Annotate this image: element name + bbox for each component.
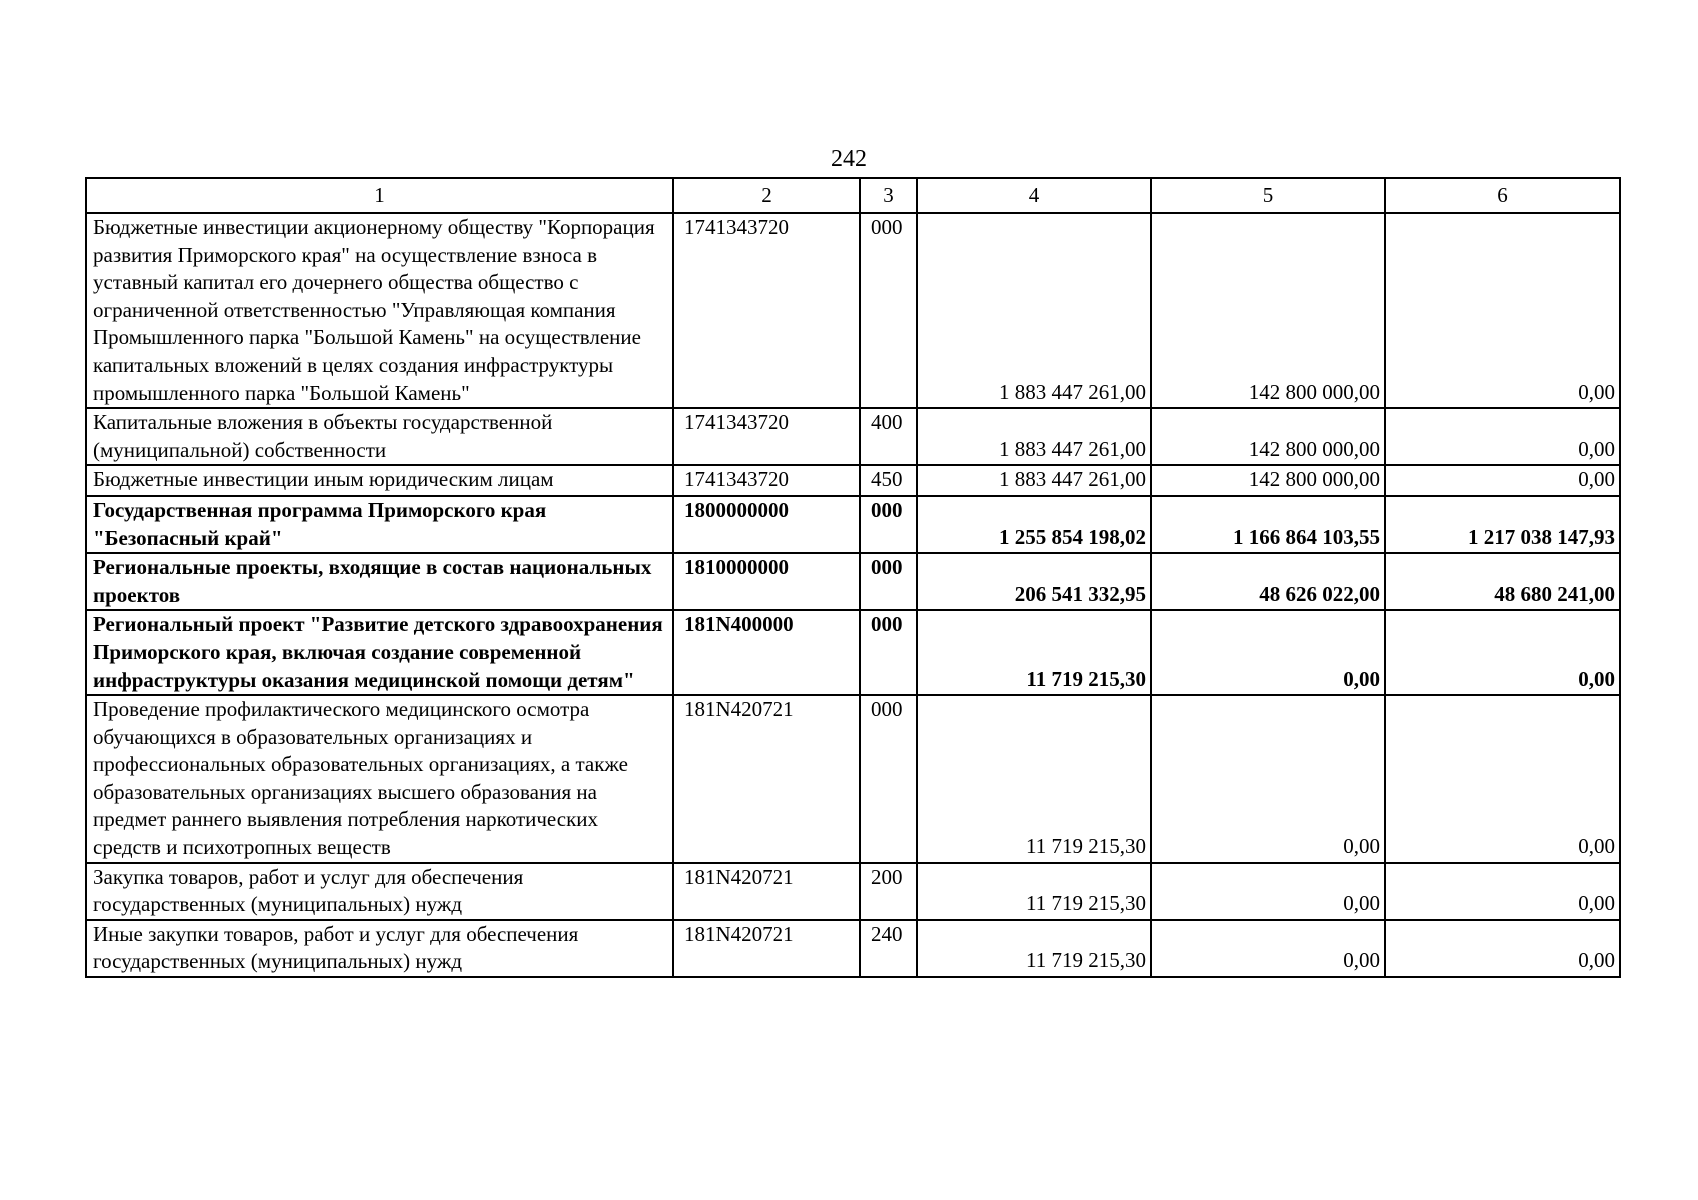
header-cell: 2	[673, 178, 860, 213]
row-target-code-cell: 181N420721	[673, 863, 860, 920]
row-target-code-cell: 1741343720	[673, 213, 860, 408]
table-row	[86, 553, 1620, 610]
row-name-cell: Иные закупки товаров, работ и услуг для обеспечения государственных (муниципальных) нужд	[86, 920, 673, 977]
row-amount-col4-cell: 1 883 447 261,00	[917, 465, 1151, 496]
row-amount-col4-cell: 11 719 215,30	[917, 695, 1151, 863]
row-amount-col5-cell: 0,00	[1151, 610, 1385, 695]
row-amount-col4-cell: 206 541 332,95	[917, 553, 1151, 610]
row-target-code-cell: 1741343720	[673, 465, 860, 496]
table-row	[86, 610, 1620, 695]
header-cell: 4	[917, 178, 1151, 213]
row-amount-col4-cell: 1 255 854 198,02	[917, 496, 1151, 553]
row-expense-type-cell: 400	[860, 408, 917, 465]
row-amount-col6-cell: 0,00	[1385, 920, 1620, 977]
row-expense-type-cell: 450	[860, 465, 917, 496]
page-number: 242	[831, 146, 867, 172]
header-cell: 5	[1151, 178, 1385, 213]
row-amount-col5-cell: 142 800 000,00	[1151, 465, 1385, 496]
table-row	[86, 408, 1620, 465]
header-row	[86, 178, 1620, 213]
row-expense-type-cell: 000	[860, 553, 917, 610]
row-amount-col5-cell: 0,00	[1151, 920, 1385, 977]
row-target-code-cell: 1810000000	[673, 553, 860, 610]
row-amount-col6-cell: 0,00	[1385, 465, 1620, 496]
row-amount-col4-cell: 11 719 215,30	[917, 920, 1151, 977]
row-amount-col5-cell: 142 800 000,00	[1151, 213, 1385, 408]
row-expense-type-cell: 000	[860, 695, 917, 863]
row-amount-col6-cell: 0,00	[1385, 408, 1620, 465]
header-cell: 6	[1385, 178, 1620, 213]
row-name-cell: Капитальные вложения в объекты государственной (муниципальной) собственности	[86, 408, 673, 465]
row-amount-col5-cell: 0,00	[1151, 863, 1385, 920]
table-row	[86, 465, 1620, 496]
row-amount-col4-cell: 1 883 447 261,00	[917, 213, 1151, 408]
row-amount-col5-cell: 142 800 000,00	[1151, 408, 1385, 465]
row-amount-col4-cell: 11 719 215,30	[917, 610, 1151, 695]
row-amount-col6-cell: 0,00	[1385, 695, 1620, 863]
row-target-code-cell: 1741343720	[673, 408, 860, 465]
row-name-cell: Региональные проекты, входящие в состав национальных проектов	[86, 553, 673, 610]
row-expense-type-cell: 000	[860, 496, 917, 553]
row-target-code-cell: 181N400000	[673, 610, 860, 695]
table-row	[86, 920, 1620, 977]
row-target-code-cell: 181N420721	[673, 920, 860, 977]
row-name-cell: Проведение профилактического медицинского осмотра обучающихся в образовательных организациях и профессиональных образовательных организациях, а также образовательных организациях высшего образования на предмет раннего выявления потребления наркотических средств и психотропных веществ	[86, 695, 673, 863]
row-name-cell: Региональный проект "Развитие детского здравоохранения Приморского края, включая создание современной инфраструктуры оказания медицинской помощи детям"	[86, 610, 673, 695]
row-amount-col5-cell: 48 626 022,00	[1151, 553, 1385, 610]
row-amount-col5-cell: 1 166 864 103,55	[1151, 496, 1385, 553]
row-name-cell: Закупка товаров, работ и услуг для обеспечения государственных (муниципальных) нужд	[86, 863, 673, 920]
row-expense-type-cell: 000	[860, 610, 917, 695]
row-name-cell: Государственная программа Приморского края "Безопасный край"	[86, 496, 673, 553]
header-cell: 1	[86, 178, 673, 213]
table-row	[86, 496, 1620, 553]
row-amount-col4-cell: 1 883 447 261,00	[917, 408, 1151, 465]
row-amount-col6-cell: 1 217 038 147,93	[1385, 496, 1620, 553]
table-row	[86, 863, 1620, 920]
row-expense-type-cell: 200	[860, 863, 917, 920]
row-amount-col4-cell: 11 719 215,30	[917, 863, 1151, 920]
row-expense-type-cell: 240	[860, 920, 917, 977]
row-name-cell: Бюджетные инвестиции иным юридическим лицам	[86, 465, 673, 496]
row-amount-col6-cell: 0,00	[1385, 863, 1620, 920]
row-amount-col6-cell: 0,00	[1385, 610, 1620, 695]
row-expense-type-cell: 000	[860, 213, 917, 408]
row-target-code-cell: 181N420721	[673, 695, 860, 863]
row-amount-col5-cell: 0,00	[1151, 695, 1385, 863]
header-cell: 3	[860, 178, 917, 213]
table-row	[86, 695, 1620, 863]
table-row	[86, 213, 1620, 408]
row-target-code-cell: 1800000000	[673, 496, 860, 553]
row-amount-col6-cell: 48 680 241,00	[1385, 553, 1620, 610]
row-name-cell: Бюджетные инвестиции акционерному обществу "Корпорация развития Приморского края" на осуществление взноса в уставный капитал его дочернего общества общество с ограниченной ответственностью "Управляющая компания Промышленного парка "Большой Камень" на осуществление капитальных вложений в целях создания инфраструктуры промышленного парка "Большой Камень"	[86, 213, 673, 408]
budget-table	[85, 177, 1621, 978]
row-amount-col6-cell: 0,00	[1385, 213, 1620, 408]
